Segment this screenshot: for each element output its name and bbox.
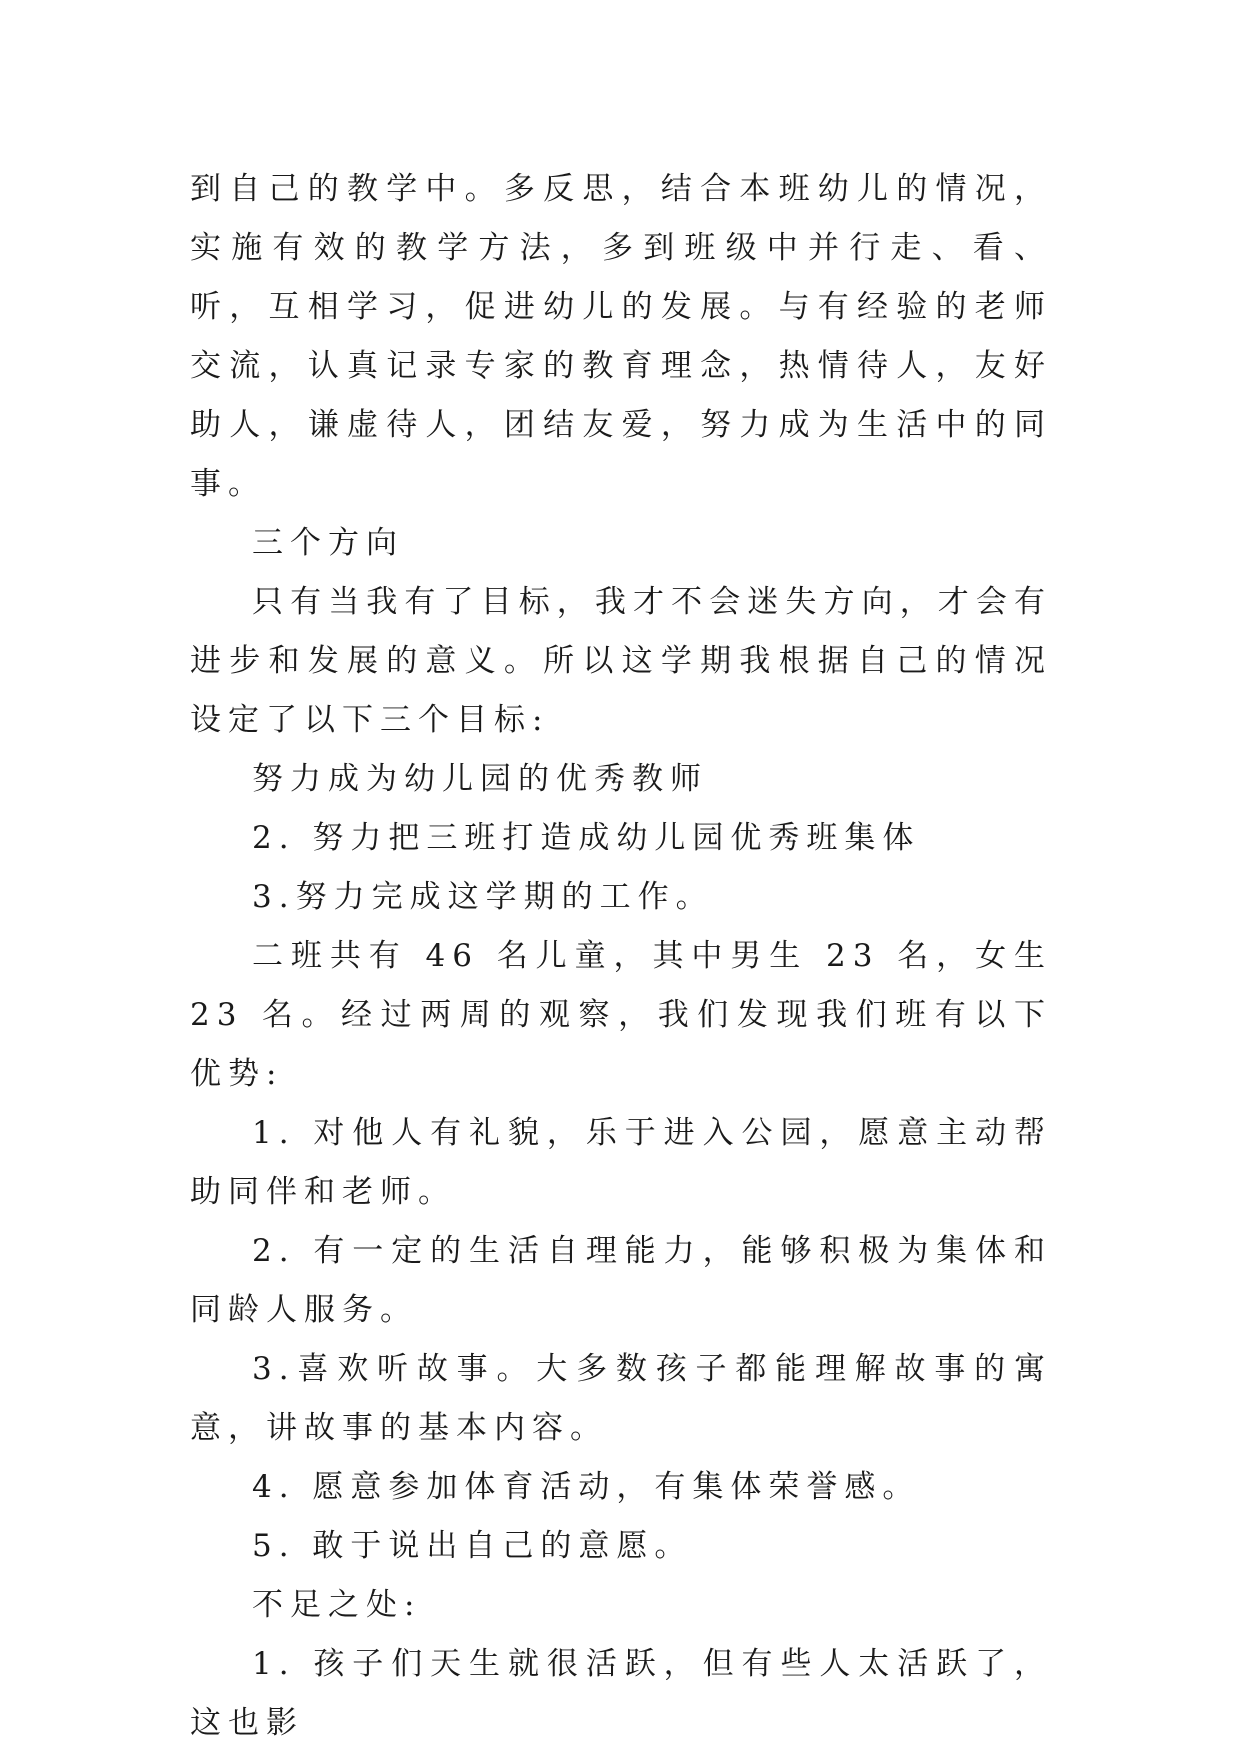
strength-item-3: 3.喜欢听故事。大多数孩子都能理解故事的寓意，讲故事的基本内容。: [190, 1351, 1052, 1446]
goal-item-1: 努力成为幼儿园的优秀教师: [252, 761, 708, 797]
section-heading-shortcomings: 不足之处:: [252, 1587, 422, 1623]
document-page: [190, 160, 1069, 1753]
strength-item-4: 4. 愿意参加体育活动，有集体荣誉感。: [252, 1469, 921, 1505]
paragraph-reflection: 到自己的教学中。多反思，结合本班幼儿的情况，实施有效的教学方法，多到班级中并行走、看、听，互相学习，促进幼儿的发展。与有经验的老师交流，认真记录专家的教育理念，热情待人，友好助人，谦虚待人，团结友爱，努力成为生活中的同事。: [190, 171, 1052, 502]
strength-item-1: 1. 对他人有礼貌，乐于进入公园，愿意主动帮助同伴和老师。: [190, 1115, 1052, 1210]
paragraph-class-overview: 二班共有 46 名儿童，其中男生 23 名，女生 23 名。经过两周的观察，我们发现我们班有以下优势:: [190, 938, 1069, 1092]
strength-item-2: 2. 有一定的生活自理能力，能够积极为集体和同龄人服务。: [190, 1233, 1052, 1328]
shortcoming-item-1: 1. 孩子们天生就很活跃，但有些人太活跃了，这也影: [190, 1646, 1052, 1741]
section-heading-three-directions: 三个方向: [252, 525, 404, 561]
paragraph-goals-intro: 只有当我有了目标，我才不会迷失方向，才会有进步和发展的意义。所以这学期我根据自己的情况设定了以下三个目标:: [190, 584, 1052, 738]
goal-item-2: 2. 努力把三班打造成幼儿园优秀班集体: [252, 820, 921, 856]
strength-item-5: 5. 敢于说出自己的意愿。: [252, 1528, 693, 1564]
goal-item-3: 3.努力完成这学期的工作。: [252, 879, 714, 915]
